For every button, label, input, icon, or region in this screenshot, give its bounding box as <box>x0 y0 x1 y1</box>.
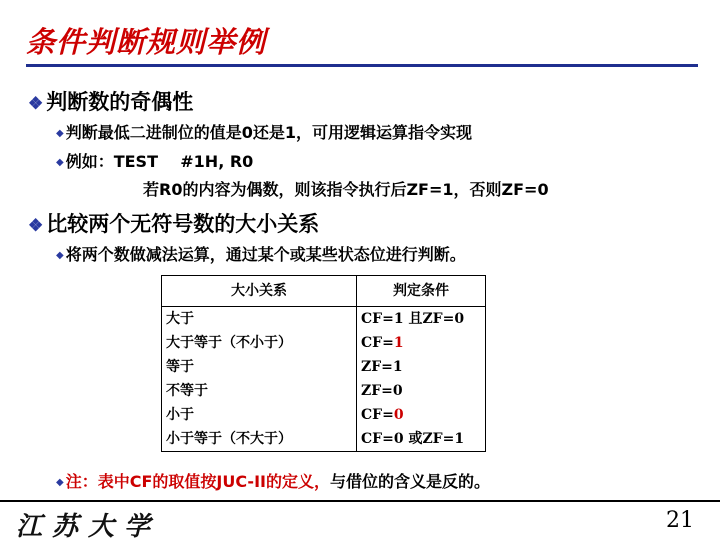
conditions-column <box>357 307 486 452</box>
diamond-bullet-icon: ❖ <box>28 94 44 114</box>
section-1-heading-text: 判断数的奇偶性 <box>46 89 194 114</box>
condition-part: CF=1 <box>361 311 409 327</box>
relation-cell: 小于等于（不大于） <box>166 431 292 447</box>
condition-cell <box>361 355 481 379</box>
condition-part: CF= <box>361 335 394 351</box>
condition-part: CF= <box>361 407 394 423</box>
slide-title: 条件判断规则举例 <box>26 25 267 59</box>
bullet-icon: ◆ <box>56 250 64 261</box>
condition-cell <box>361 379 481 403</box>
condition-cell <box>361 427 481 451</box>
condition-part: 且 <box>408 311 423 327</box>
condition-cell <box>361 403 481 427</box>
section-1-point-3 <box>143 177 549 200</box>
page-number: 21 <box>666 508 694 533</box>
condition-part: 0 <box>393 407 404 423</box>
section-2-point-1-text: 将两个数做减法运算，通过某个或某些状态位进行判断。 <box>65 245 466 264</box>
section-1-point-1-text: 判断最低二进制位的值是0还是1，可用逻辑运算指令实现 <box>65 123 472 142</box>
note-line <box>56 469 490 492</box>
condition-table <box>161 275 486 452</box>
footer-divider <box>0 500 720 502</box>
condition-part: ZF=0 <box>422 311 465 327</box>
bullet-icon: ◆ <box>56 128 64 139</box>
section-2-heading <box>28 208 319 238</box>
table-body-row <box>162 307 486 452</box>
section-1-point-1 <box>56 120 472 143</box>
relation-cell: 小于 <box>166 407 194 423</box>
condition-cell <box>361 307 481 331</box>
university-logo: 江苏大学 <box>16 512 161 542</box>
condition-part: ZF=1 <box>361 359 403 375</box>
table-header-row <box>162 276 486 307</box>
section-2-point-1 <box>56 242 466 265</box>
section-1-point-2-text: 例如：TEST #1H, R0 <box>65 152 254 171</box>
diamond-bullet-icon: ❖ <box>28 216 44 236</box>
condition-cell <box>361 331 481 355</box>
section-1-point-2 <box>56 149 253 172</box>
condition-part: 1 <box>393 335 404 351</box>
condition-part: ZF=0 <box>361 383 403 399</box>
condition-part: 或 <box>408 431 423 447</box>
bullet-icon: ◆ <box>56 477 64 488</box>
condition-part: ZF=1 <box>422 431 465 447</box>
title-underline <box>26 64 698 67</box>
section-2-heading-text: 比较两个无符号数的大小关系 <box>46 211 320 236</box>
header-relation: 大小关系 <box>162 276 357 307</box>
relations-column <box>162 307 357 452</box>
note-prefix: 注：表中CF的取值按JUC-II的定义， <box>65 472 330 491</box>
bullet-icon: ◆ <box>56 157 64 168</box>
section-1-point-3-text: 若R0的内容为偶数，则该指令执行后ZF=1，否则ZF=0 <box>143 180 549 199</box>
note-suffix: 与借位的含义是反的。 <box>329 472 490 491</box>
section-1-heading <box>28 86 193 116</box>
header-condition: 判定条件 <box>357 276 486 307</box>
relation-cell: 大于等于（不小于） <box>166 335 292 351</box>
relation-cell: 等于 <box>166 359 194 375</box>
condition-part: CF=0 <box>361 431 409 447</box>
relation-cell: 不等于 <box>166 383 208 399</box>
relation-cell: 大于 <box>166 311 194 327</box>
